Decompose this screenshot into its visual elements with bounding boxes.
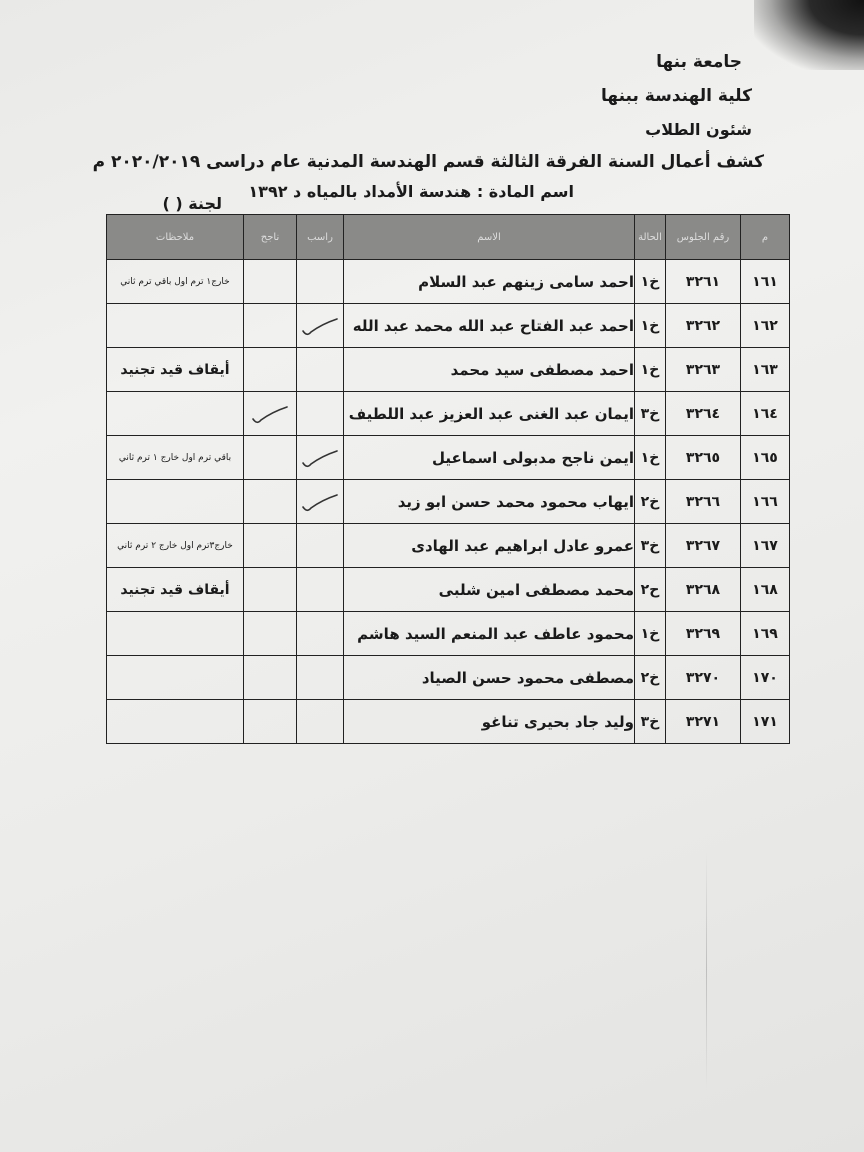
fail-cell — [297, 436, 344, 480]
grades-table — [106, 214, 790, 744]
paper-fold-line — [706, 850, 707, 1090]
fail-cell — [297, 524, 344, 568]
student-name: ايمان عبد الغنى عبد العزيز عبد اللطيف — [344, 392, 635, 436]
student-state: خ١ — [635, 436, 666, 480]
row-number: ١٦٣ — [741, 348, 790, 392]
col-header-number: م — [741, 215, 790, 260]
student-state: خ٣ — [635, 524, 666, 568]
pass-cell — [244, 524, 297, 568]
table-row — [107, 348, 790, 392]
seat-number: ٣٢٦٨ — [666, 568, 741, 612]
seat-number: ٣٢٦٧ — [666, 524, 741, 568]
col-header-pass: ناجح — [244, 215, 297, 260]
fail-cell — [297, 260, 344, 304]
row-number: ١٦٨ — [741, 568, 790, 612]
student-name: محمود عاطف عبد المنعم السيد هاشم — [344, 612, 635, 656]
table-row — [107, 700, 790, 744]
seat-number: ٣٢٦٢ — [666, 304, 741, 348]
notes-cell — [107, 480, 244, 524]
notes-cell — [107, 700, 244, 744]
fail-cell — [297, 700, 344, 744]
student-state: خ٣ — [635, 700, 666, 744]
checkmark-icon — [297, 447, 343, 469]
notes-cell: باقي ترم اول خارج ١ ترم ثاني — [107, 436, 244, 480]
notes-cell — [107, 304, 244, 348]
table-row — [107, 480, 790, 524]
pass-cell — [244, 568, 297, 612]
row-number: ١٦٢ — [741, 304, 790, 348]
pass-cell — [244, 348, 297, 392]
notes-cell — [107, 612, 244, 656]
row-number: ١٦٥ — [741, 436, 790, 480]
notes-cell: خارج١ ترم اول باقي ترم ثاني — [107, 260, 244, 304]
notes-cell: أيقاف قيد تجنيد — [107, 568, 244, 612]
subject-line: اسم المادة : هندسة الأمداد بالمياه د ١٣٩٢ — [248, 182, 574, 201]
student-name: ايمن ناجح مدبولى اسماعيل — [344, 436, 635, 480]
document-title: كشف أعمال السنة الفرقة الثالثة قسم الهندسة المدنية عام دراسى ٢٠٢٠/٢٠١٩ م — [92, 152, 764, 172]
student-name: مصطفى محمود حسن الصياد — [344, 656, 635, 700]
fail-cell — [297, 656, 344, 700]
seat-number: ٣٢٦٤ — [666, 392, 741, 436]
student-name: عمرو عادل ابراهيم عبد الهادى — [344, 524, 635, 568]
student-name: ايهاب محمود محمد حسن ابو زيد — [344, 480, 635, 524]
row-number: ١٧١ — [741, 700, 790, 744]
seat-number: ٣٢٧٠ — [666, 656, 741, 700]
student-state: خ١ — [635, 304, 666, 348]
faculty-name: كلية الهندسة ببنها — [601, 86, 752, 106]
pass-cell — [244, 700, 297, 744]
checkmark-icon — [244, 403, 296, 425]
col-header-seat: رقم الجلوس — [666, 215, 741, 260]
student-name: محمد مصطفى امين شلبى — [344, 568, 635, 612]
pass-cell — [244, 304, 297, 348]
pass-cell — [244, 656, 297, 700]
student-state: خ٣ — [635, 392, 666, 436]
fail-cell — [297, 392, 344, 436]
fail-cell — [297, 612, 344, 656]
col-header-fail: راسب — [297, 215, 344, 260]
fail-cell — [297, 304, 344, 348]
table-row — [107, 568, 790, 612]
student-name: احمد عبد الفتاح عبد الله محمد عبد الله — [344, 304, 635, 348]
row-number: ١٦٤ — [741, 392, 790, 436]
table-row — [107, 392, 790, 436]
pass-cell — [244, 392, 297, 436]
pass-cell — [244, 436, 297, 480]
fail-cell — [297, 480, 344, 524]
row-number: ١٧٠ — [741, 656, 790, 700]
student-name: احمد سامى زينهم عبد السلام — [344, 260, 635, 304]
row-number: ١٦٩ — [741, 612, 790, 656]
student-name: وليد جاد بحيرى تناغو — [344, 700, 635, 744]
student-state: خ١ — [635, 612, 666, 656]
row-number: ١٦١ — [741, 260, 790, 304]
fail-cell — [297, 568, 344, 612]
table-row — [107, 436, 790, 480]
table-header-row — [107, 215, 790, 260]
notes-cell: أيقاف قيد تجنيد — [107, 348, 244, 392]
table-row — [107, 304, 790, 348]
table-row — [107, 612, 790, 656]
notes-cell: خارج٣ترم اول خارج ٢ ترم ثاني — [107, 524, 244, 568]
student-state: خ١ — [635, 348, 666, 392]
table-row — [107, 656, 790, 700]
table-row — [107, 260, 790, 304]
col-header-state: الحالة — [635, 215, 666, 260]
seat-number: ٣٢٦٥ — [666, 436, 741, 480]
student-name: احمد مصطفى سيد محمد — [344, 348, 635, 392]
committee-label: لجنة ( ) — [162, 194, 222, 213]
student-state: ح٢ — [635, 568, 666, 612]
student-state: خ١ — [635, 260, 666, 304]
row-number: ١٦٦ — [741, 480, 790, 524]
fail-cell — [297, 348, 344, 392]
table-body — [107, 260, 790, 744]
student-state: خ٢ — [635, 656, 666, 700]
col-header-notes: ملاحظات — [107, 215, 244, 260]
col-header-name: الاسم — [344, 215, 635, 260]
checkmark-icon — [297, 315, 343, 337]
checkmark-icon — [297, 491, 343, 513]
seat-number: ٣٢٦١ — [666, 260, 741, 304]
student-state: خ٢ — [635, 480, 666, 524]
table-row — [107, 524, 790, 568]
seat-number: ٣٢٦٦ — [666, 480, 741, 524]
student-affairs-label: شئون الطلاب — [645, 120, 752, 139]
seat-number: ٣٢٦٣ — [666, 348, 741, 392]
seat-number: ٣٢٦٩ — [666, 612, 741, 656]
seat-number: ٣٢٧١ — [666, 700, 741, 744]
page-corner-shadow — [754, 0, 864, 70]
notes-cell — [107, 392, 244, 436]
pass-cell — [244, 480, 297, 524]
pass-cell — [244, 260, 297, 304]
pass-cell — [244, 612, 297, 656]
university-name: جامعة بنها — [656, 52, 742, 72]
notes-cell — [107, 656, 244, 700]
row-number: ١٦٧ — [741, 524, 790, 568]
